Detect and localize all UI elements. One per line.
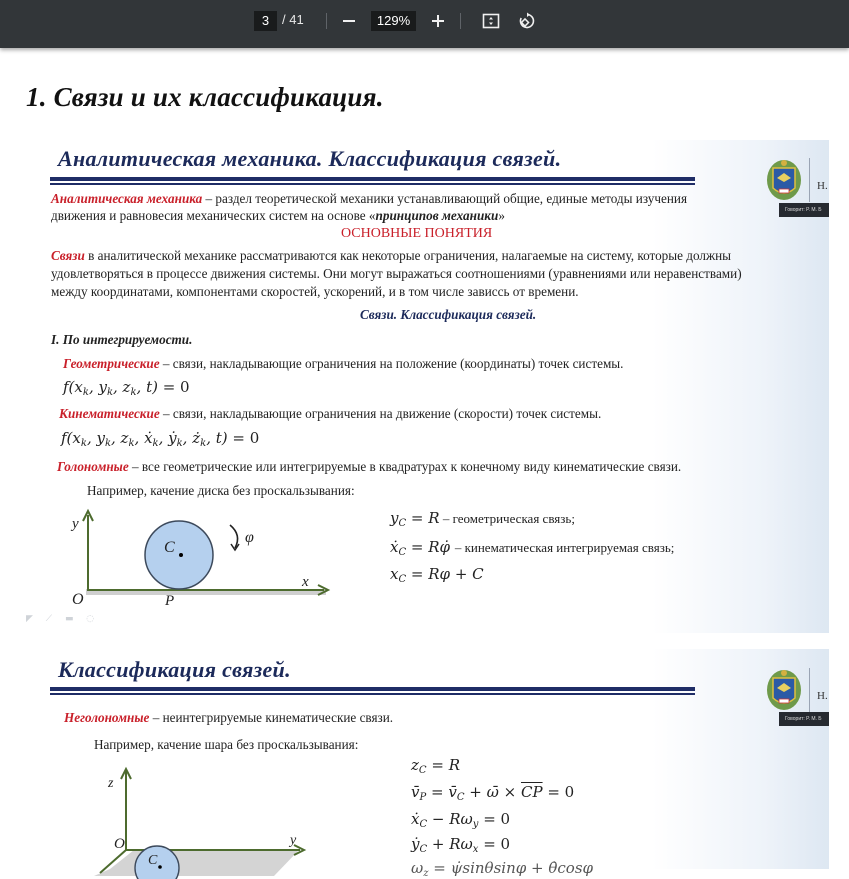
rotate-icon bbox=[518, 12, 536, 30]
center-point bbox=[158, 865, 162, 869]
rolling-disk-diagram bbox=[64, 505, 344, 610]
example-text: Например, качение шара без проскальзывания: bbox=[94, 737, 359, 752]
origin-label: O bbox=[72, 591, 84, 608]
intro-line-2 bbox=[51, 207, 505, 225]
equation-integrated: $x_C = R\varphi + C$ bbox=[390, 565, 484, 585]
text: – связи, накладывающие ограничения на движение (скорости) точек системы. bbox=[159, 406, 602, 421]
fit-to-page-button[interactable] bbox=[478, 8, 504, 34]
university-crest-icon bbox=[765, 158, 803, 202]
section-heading: I. По интегрируемости. bbox=[51, 332, 193, 347]
text: – связи, накладывающие ограничения на положение (координаты) точек системы. bbox=[159, 356, 624, 371]
geometric-definition bbox=[63, 355, 623, 373]
text: в аналитической механике рассматриваются как некоторые ограничения, налагаемые на систему, которые должны bbox=[84, 248, 732, 263]
speaker-tag: Говорит: Р. М. Б bbox=[779, 203, 829, 217]
slide-title: Классификация связей. bbox=[58, 657, 291, 682]
logo-divider bbox=[809, 158, 810, 202]
zoom-out-button[interactable] bbox=[336, 8, 362, 34]
equation-note: – кинематическая интегрируемая связь; bbox=[454, 540, 675, 555]
equation-kinematic: ẋ$_C$ = Rφ̇ – кинематическая интегрируемая связь; bbox=[390, 538, 675, 558]
kinematic-formula: $f(x_k$, $y_k$, $z_k$, ẋ$_k$, ẏ$_k$, $ż_k$, t) = 0 bbox=[61, 429, 260, 449]
z-axis-label: z bbox=[108, 776, 114, 791]
pdf-toolbar bbox=[0, 0, 849, 48]
title-rule bbox=[50, 177, 695, 181]
page-total: / 41 bbox=[282, 12, 304, 27]
plus-icon bbox=[431, 14, 445, 28]
minus-icon bbox=[342, 14, 356, 28]
equation-partial: $\omega_z$ = ψ̇sinθsinφ + θ̇cosφ bbox=[411, 859, 594, 879]
equation-note: – геометрическая связь; bbox=[439, 511, 575, 526]
basics-heading: ОСНОВНЫЕ ПОНЯТИЯ bbox=[341, 226, 493, 241]
toolbar-divider bbox=[326, 13, 327, 29]
rolling-ball-diagram bbox=[94, 761, 344, 871]
geometric-formula: $f(x_k$, $y_k$, $z_k$, t) = 0 bbox=[63, 378, 190, 398]
y-axis-label: y bbox=[290, 833, 297, 848]
phi-label: φ bbox=[245, 529, 254, 546]
rotate-button[interactable] bbox=[514, 8, 540, 34]
nonholonomic-definition bbox=[64, 709, 393, 727]
document-heading: 1. Связи и их классификация. bbox=[26, 82, 384, 112]
y-axis-label: y bbox=[72, 516, 79, 532]
fit-to-page-icon bbox=[482, 12, 500, 30]
slide-image-1 bbox=[24, 140, 829, 633]
term: Голономные bbox=[57, 459, 129, 474]
center-point bbox=[179, 553, 183, 557]
slide-controls[interactable]: ◤ ⟋ ▬ ◌ bbox=[26, 614, 100, 624]
center-label: C bbox=[164, 539, 175, 556]
center-label: C bbox=[148, 853, 158, 868]
text: движения и равновесия механических систем на основе « bbox=[51, 208, 376, 223]
subheading: Связи. Классификация связей. bbox=[360, 307, 537, 322]
kinematic-definition bbox=[59, 405, 601, 423]
page-number-input[interactable]: 3 bbox=[254, 11, 277, 31]
equation-x: ẋ$_C$ − $R\omega_y = 0$ bbox=[411, 810, 511, 830]
speaker-tag: Говорит: Р. М. Б bbox=[779, 712, 829, 726]
slide-image-2 bbox=[24, 649, 829, 879]
origin-label: O bbox=[114, 836, 125, 852]
intro-line-1 bbox=[51, 190, 687, 208]
constraints-line-2: удовлетворяться в процессе движения системы. Они могут выражаться соотношениями (уравнениями или неравенствами) bbox=[51, 266, 742, 281]
text: – неинтегрируемые кинематические связи. bbox=[149, 710, 394, 725]
text: – все геометрические или интегрируемые в квадратурах к конечному виду кинематические связи. bbox=[128, 459, 682, 474]
contact-point-label: P bbox=[165, 593, 175, 609]
logo-text: Н. bbox=[817, 690, 828, 702]
term: Аналитическая механика bbox=[51, 191, 203, 206]
plane-surface bbox=[94, 850, 299, 876]
zoom-level-input[interactable]: 129% bbox=[371, 11, 416, 31]
constraints-line-1 bbox=[51, 247, 731, 265]
logo-divider bbox=[809, 668, 810, 712]
constraints-line-3: между координатами, компонентами скоростей, ускорений, и в том числе зависсь от времени. bbox=[51, 284, 579, 299]
holonomic-definition bbox=[57, 458, 681, 476]
zoom-in-button[interactable] bbox=[425, 8, 451, 34]
toolbar-divider bbox=[460, 13, 461, 29]
university-crest-icon bbox=[765, 668, 803, 712]
term: Геометрические bbox=[63, 356, 160, 371]
text: » bbox=[498, 208, 505, 223]
title-rule-thin bbox=[50, 183, 695, 185]
example-text: Например, качение диска без проскальзывания: bbox=[87, 483, 355, 498]
equation-velocity: $v̄_P$ = $v̄_C$ + ω̄ × $\overline{CP} = 0$ bbox=[411, 783, 575, 803]
text: – раздел теоретической механики устанавливающий общие, единые методы изучения bbox=[202, 191, 688, 206]
text: принципов механики bbox=[375, 208, 499, 223]
logo-text: Н. bbox=[817, 180, 828, 192]
title-rule-thin bbox=[50, 693, 695, 695]
slide-title: Аналитическая механика. Классификация связей. bbox=[58, 146, 562, 171]
equation-geometric: $y_C = R$ – геометрическая связь; bbox=[390, 509, 575, 529]
equation-y: ẏ$_C$ + $R\omega_x = 0$ bbox=[411, 835, 511, 855]
term: Связи bbox=[51, 248, 85, 263]
term: Кинематические bbox=[59, 406, 160, 421]
equation-zc: $z_C = R$ bbox=[411, 756, 460, 776]
term: Неголономные bbox=[64, 710, 150, 725]
x-axis-label: x bbox=[302, 574, 309, 590]
title-rule bbox=[50, 687, 695, 691]
